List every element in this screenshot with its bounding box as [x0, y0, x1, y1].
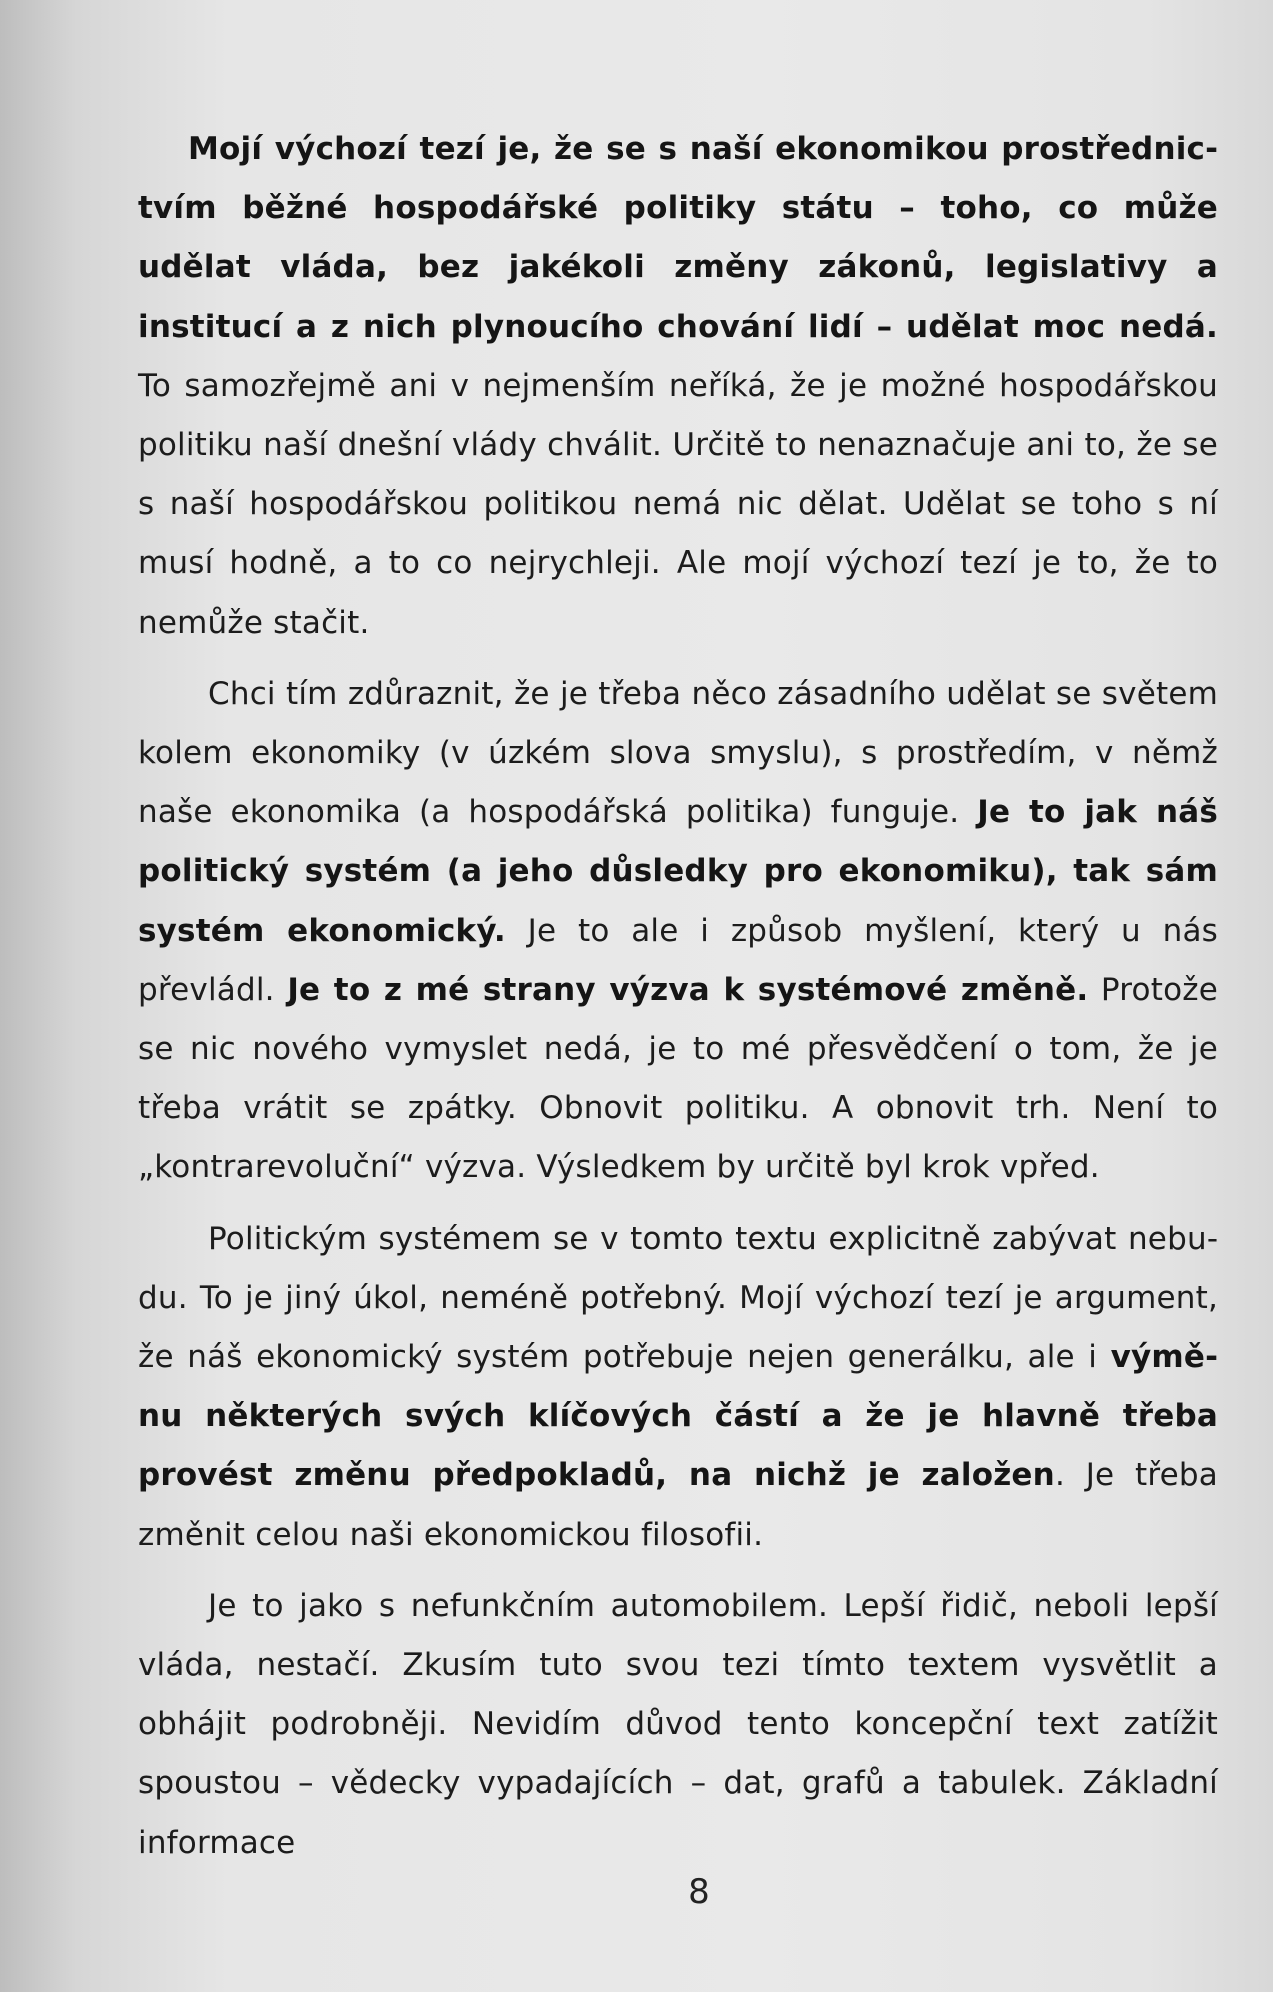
paragraph-3-bold-1: výměnu některých svých klíčových částí a že je hlavně třeba provést změnu předpokladů, na nichž je založen: [138, 1339, 1218, 1494]
paragraph-1-bold-1: Mojí výchozí tezí je, že se s naší ekonomikou prostřednictvím běžné hospodářské politiky státu – toho, co může udělat vláda, bez jakékoli změny zákonů, legislativy a institucí a z nich plynoucího chování lidí – udělat moc nedá.: [138, 131, 1218, 345]
paragraph-2-text-1: Chci tím zdůraznit, že je třeba něco zásadního udělat se světem kolem ekonomiky (v úzkém slova smyslu), s prostředím, v němž naše ekonomika (a hospodářská politika) funguje.: [138, 675, 1218, 831]
paragraph-2: [138, 665, 1218, 1198]
paragraph-4-text-1: Je to jako s nefunkčním automobilem. Lepší řidič, neboli lepší vláda, nestačí. Zkusím tuto svou tezi tímto textem vysvětlit a obhájit podrobněji. Nevidím důvod tento koncepční text zatížit spoustou – vědecky vypadajících – dat, grafů a tabulek. Základní informace: [138, 1587, 1218, 1861]
paragraph-1: [138, 120, 1218, 653]
paragraph-3: [138, 1210, 1218, 1565]
paragraph-2-text-3: Protože se nic nového vymyslet nedá, je to mé přesvědčení o tom, že je třeba vrátit se zpátky. Obnovit politiku. A obnovit trh. Není to „kontrarevoluční“ výzva. Výsledkem by určitě byl krok vpřed.: [138, 971, 1218, 1186]
page-number: 8: [688, 1872, 710, 1912]
paragraph-4: [138, 1577, 1218, 1873]
paragraph-1-text-1: To samozřejmě ani v nejmenším neříká, že je možné hospodářskou politiku naší dnešní vlády chválit. Určitě to nenaznačuje ani to, že se s naší hospodářskou politikou nemá nic dělat. Udělat se toho s ní musí hodně, a to co nejrychleji. Ale mojí výchozí tezí je to, že to nemůže stačit.: [138, 367, 1218, 641]
paragraph-2-bold-2: Je to z mé strany výzva k systémové změně.: [287, 971, 1089, 1008]
paragraph-3-text-2: . Je třeba změnit celou naši ekonomickou filosofii.: [138, 1457, 1218, 1553]
paragraph-2-bold-1: Je to jak náš politický systém (a jeho důsledky pro ekonomiku), tak sám systém ekonomický.: [138, 794, 1218, 949]
page-body: [138, 120, 1218, 1885]
paragraph-2-text-2: Je to ale i způsob myšlení, který u nás převládl.: [138, 912, 1218, 1008]
paragraph-3-text-1: Politickým systémem se v tomto textu explicitně zabývat nebudu. To je jiný úkol, neméně potřebný. Mojí výchozí tezí je argument, že náš ekonomický systém potřebuje nejen generálku, ale i: [138, 1220, 1218, 1376]
